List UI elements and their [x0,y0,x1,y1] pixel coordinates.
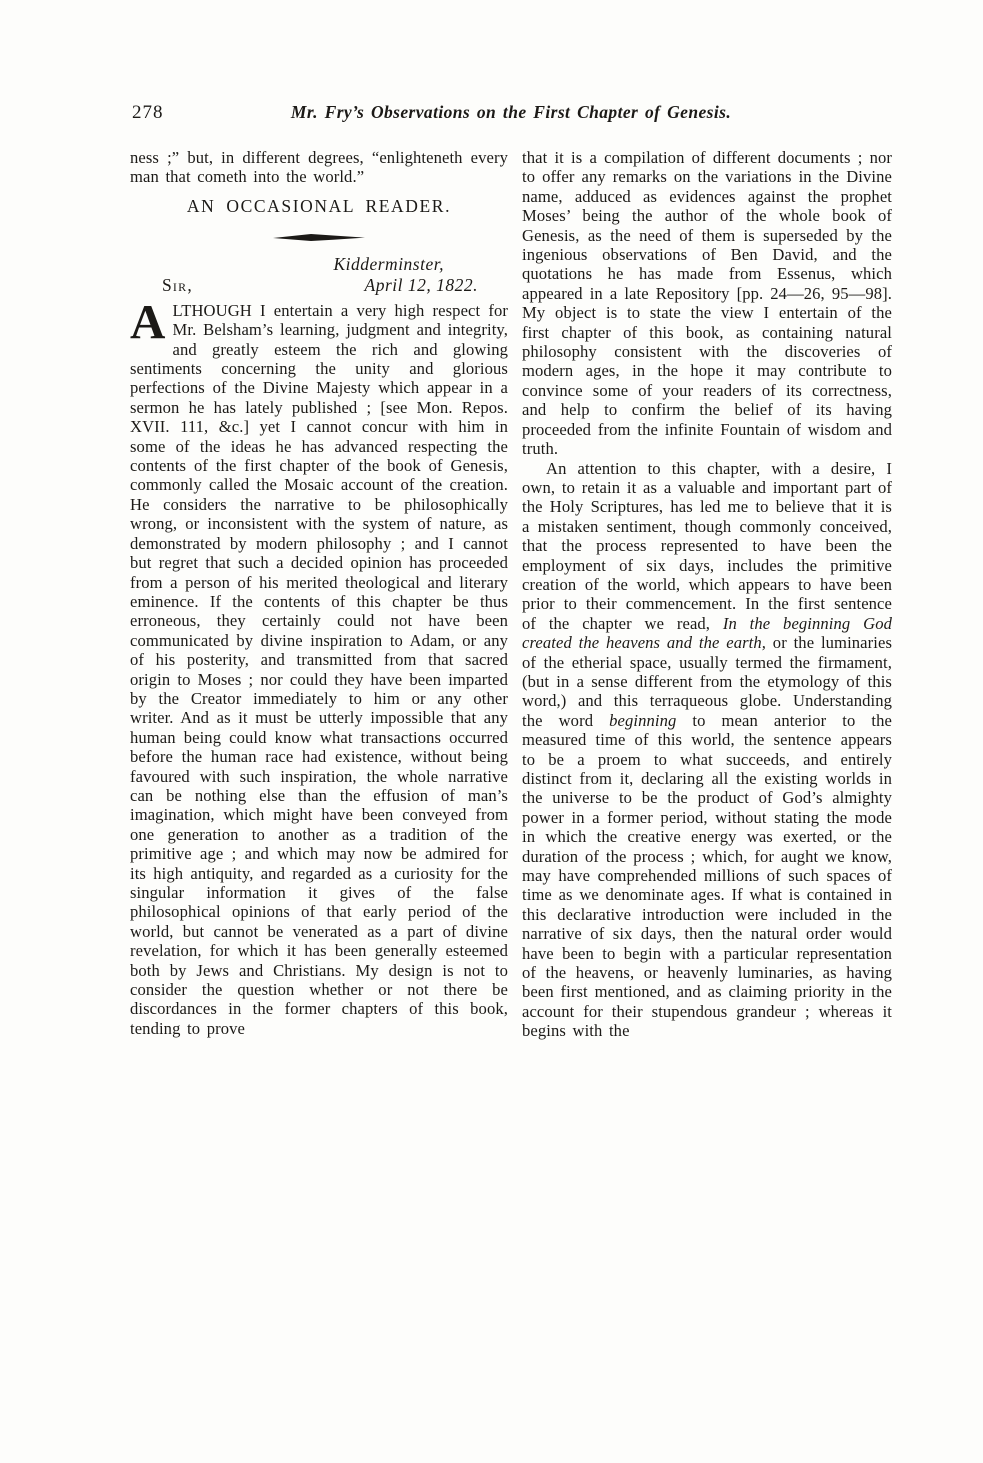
running-title: Mr. Fry’s Observations on the First Chapter of Genesis. [290,102,732,122]
drop-cap: A [130,293,166,349]
para2-text-1: An attention to this chapter, with a desire, I own, to retain it as a valuable and important part of the Holy Scriptures, has led me to believe that it is a mistaken sentiment, though commonly conceived, that the process represented to have been the employment of six days, includes the primitive creation of the world, which appears to have been prior to their commencement. In the first sentence of the chapter we read, [522,458,892,633]
swelled-rule-divider [130,233,508,242]
para2-italic-word: beginning [609,710,677,730]
para2-text-3: to mean anterior to the measured time of this world, the sentence appears to be a proem to what succeeds, and entirely distinct from it, declaring all the existing worlds in the universe to be the product of God’s almighty power in a former period, without stating the mode in which the creative energy was exerted, or the duration of the process ; which, for aught we know, may have comprehended millions of such spaces of time as we denominate ages. If what is contained in this declarative introduction were included in the narrative of six days, then the natural order would have been to begin with a particular representation of the heavens, or heavenly luminaries, as having been first mentioned, and as claiming priority in the account for their stupendous grandeur ; whereas it begins with the [522,710,892,1041]
para2-text-2: or the luminaries of the etherial space, usually termed the firmament, (but in a sense different from the etymology of this word,) and this terraqueous globe. Understanding the word [522,633,893,730]
text-columns [130,148,892,1041]
dateline-date: April 12, 1822. [364,274,478,295]
left-column [130,148,508,1041]
dateline-place: Kidderminster, [333,253,444,274]
right-paragraph-2 [522,459,892,1041]
signature-line: AN OCCASIONAL READER. [186,195,452,216]
continuation-paragraph: ness ;” but, in different degrees, “enlighteneth every man that cometh into the world.” [130,148,508,187]
salutation-row [130,275,508,296]
salutation: Sir, [162,274,193,295]
right-column [522,148,892,1041]
page-header [130,102,892,128]
letter-opening-text: LTHOUGH I entertain a very high respect for Mr. Belsham’s learning, judgment and integrity, and greatly esteem the rich and glowing sentiments concerning the unity and glorious perfections of the Divine Majesty which appear in a sermon he has lately published ; [see Mon. Repos. XVII. 111, &c.] yet I cannot concur with him in some of the ideas he has advanced respecting the contents of the first chapter of the book of Genesis, commonly called the Mosaic account of the creation. He considers the narrative to be philosophically wrong, or inconsistent with the system of nature, as demonstrated by modern philosophy ; and I cannot but regret that such a decided opinion has proceeded from a person of his merited theological and literary eminence. If the contents of this chapter be thus erroneous, they certainly could not have been communicated by divine inspiration to Adam, or any of his posterity, and transmitted from that sacred origin to Moses ; nor could they have been imparted by the Creator immediately to him or any other writer. And as it must be utterly impossible that any human being could know what transactions occurred before the human race had existence, without being favoured with such inspiration, the whole narrative can be nothing else than the effusion of man’s imagination, which might have been conveyed from one generation to another as a tradition of the primitive age ; and which may now be admired for its high antiquity, and regarded as a curiosity for the singular information it gives of the false philosophical opinions of that early period of the world, but cannot be venerated as a part of divine revelation, for which it has been generally esteemed both by Jews and Christians. My design is not to consider the question whether or not there be discordances in the former chapters of this book, tending to prove [130,300,508,1038]
para2-italic-scripture-quote: In the beginning God created the heavens and the earth, [522,613,892,653]
letter-opening-paragraph [130,293,508,1038]
page-number: 278 [132,102,164,123]
right-paragraph-1: that it is a compilation of different documents ; nor to offer any remarks on the variations in the Divine name, adduced as evidences against the prophet Moses’ being the author of the whole book of Genesis, as the need of them is superseded by the ingenious observations of Ben David, and the quotations he has made from Essenus, which appeared in a late Repository [pp. 24—26, 95—98]. My object is to state the view I entertain of the first chapter of this book, as containing natural philosophy consistent with the discoveries of modern ages, in the hope it may contribute to convince some of your readers of its correctness, and help to confirm the belief of its having proceeded from the infinite Fountain of wisdom and truth. [522,148,892,459]
